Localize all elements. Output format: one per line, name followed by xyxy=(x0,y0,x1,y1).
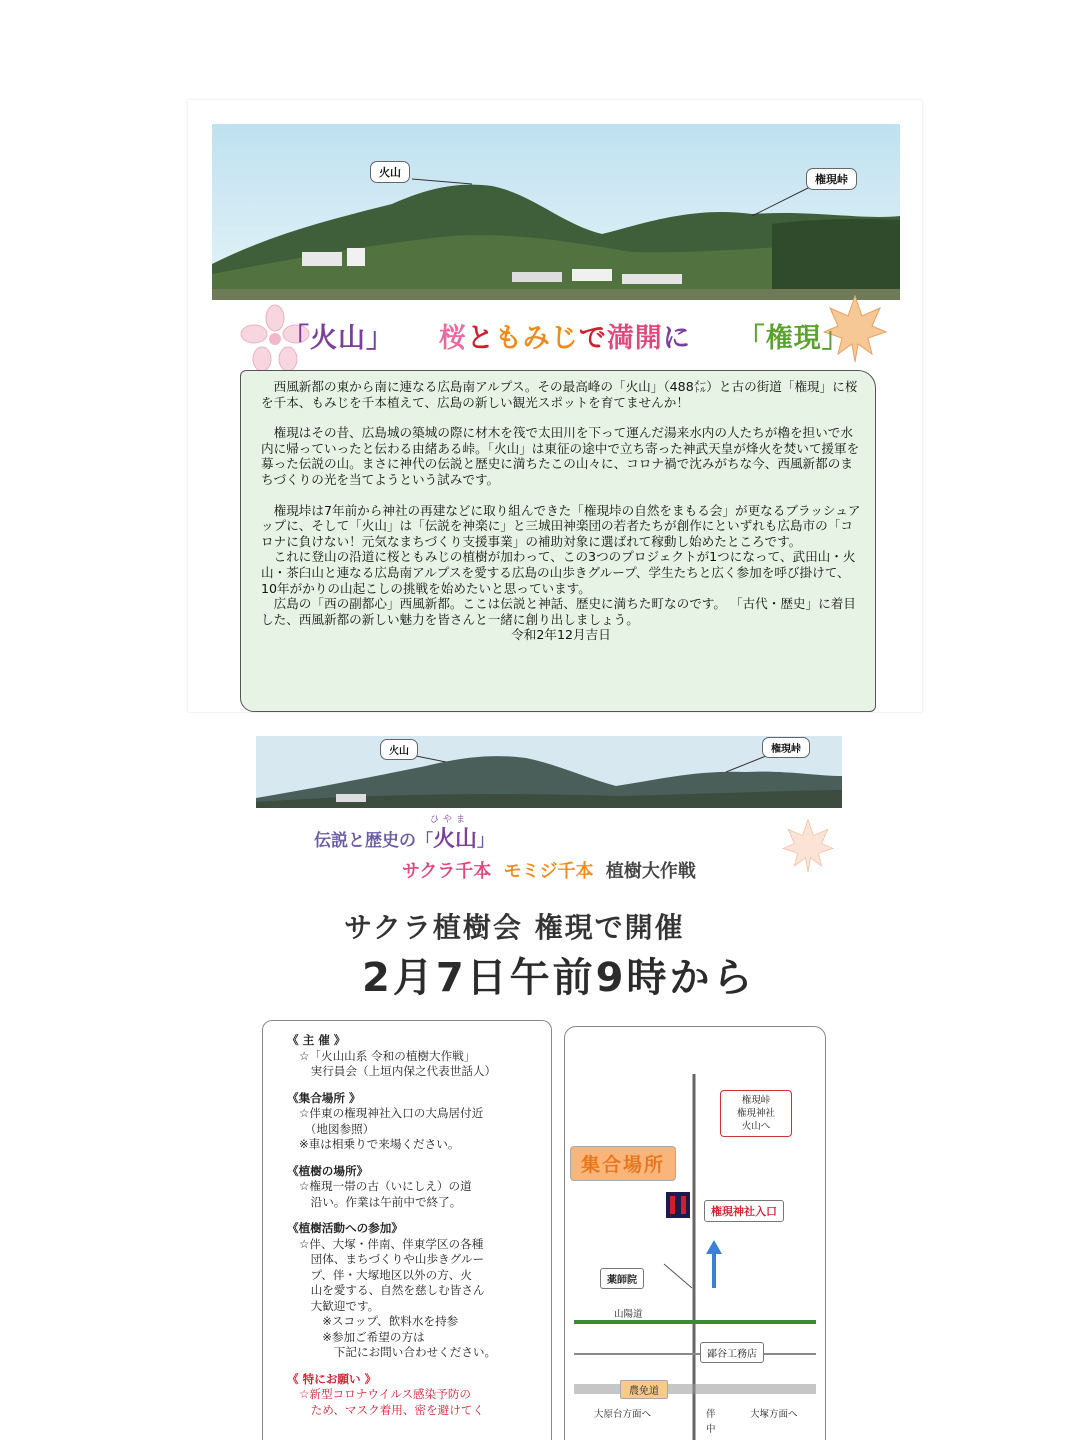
body-paragraph: 広島の「西の副都心」西風新都。ここは伝説と神話、歴史に満ちた町なのです。 「古代・歴史」に着目した、西風新都の新しい魅力を皆さんと一緒に創り出しましょう。 xyxy=(261,596,856,627)
ruby-hiyama: ひやま xyxy=(430,815,470,825)
maple-leaf-icon xyxy=(780,818,836,874)
info-body-participation: ☆伴、大塚・伴南、伴東学区の各種 団体、まちづくりや山歩きグルー プ、伴・大塚地区以外の方、火 山を愛する、自然を慈しむ皆さん 大歓迎です。 ※スコップ、飲料水を持参 ※参加ご希望の方は 下記にお問い合わせください。 xyxy=(299,1236,497,1359)
map-ban-label: 伴 xyxy=(706,1409,716,1420)
map-direction-ohara: 大原台方面へ xyxy=(594,1409,652,1420)
photo-label-gongen-pass: 権現峠 xyxy=(806,168,857,190)
info-heading-meeting-place: 《集合場所 》 xyxy=(287,1090,361,1105)
title-gongen: 「権現」 xyxy=(737,323,850,354)
body-paragraph: 権現はその昔、広島城の築城の際に材木を筏で太田川を下って運んだ湯来水内の人たちが櫓を担いで水内に帰っていったと伝わる由緒ある峠。「火山」は東征の途中で立ち寄った神武天皇が烽火を焚いて援軍を募った伝説の山。まさに神代の伝説と歴史に満ちたこの山々に、コロナ禍で沈みがちな今、西風新都のまちづくりの光を当てようという試みです。 xyxy=(261,425,860,487)
slogan-momiji: モミジ千本 xyxy=(503,861,594,882)
photo-label-kazan-2: 火山 xyxy=(380,739,418,760)
event-info-box xyxy=(262,1020,552,1440)
title-word-ni: に xyxy=(662,323,691,354)
map-direction-otsuka: 大塚方面へ xyxy=(750,1409,798,1420)
slogan-sakura: サクラ千本 xyxy=(402,861,492,882)
info-heading-organizer: 《 主 催 》 xyxy=(287,1033,346,1047)
subtitle-part: 伝説と歴史の「 xyxy=(314,831,433,851)
access-map-roads xyxy=(564,1026,826,1440)
event-heading: サクラ植樹会 権現で開催 xyxy=(344,911,685,944)
map-shop-label: 鄙谷工務店 xyxy=(700,1342,764,1363)
info-body-meeting-place: ☆伴東の権現神社入口の大鳥居付近 （地図参照） ※車は相乗りで来場ください。 xyxy=(299,1106,484,1151)
map-card-gongen-pass: 権現峠 権現神社 火山へ xyxy=(720,1090,792,1137)
title-word-mankai: 満開 xyxy=(606,323,663,354)
flyer-bottom-subtitle xyxy=(314,822,494,853)
body-paragraph: 権現垰は7年前から神社の再建などに取り組んできた「権現垰の自然をまもる会」が更なるブラッシュアップに、そして「火山」は「伝説を神楽に」と三城田神楽団の若者たちが創作にといずれも広島市の「コロナに負けない！元気なまちづくり支援事業」の補助対象に選ばれて稼動し始めたところです。 xyxy=(261,502,861,549)
map-shrine-entrance-label: 権現神社入口 xyxy=(704,1200,784,1222)
body-paragraph: これに登山の沿道に桜ともみじの植樹が加わって、この3つのプロジェクトが1つになって、武田山・火山・茶臼山と連なる広島南アルプスを愛する広島の山歩きグループ、学生たちと広く参加を呼び掛けて、10年がかりの山起こしの挑戦を始めたいと思っています。 xyxy=(261,549,856,596)
mountain-photo-top xyxy=(212,124,900,300)
info-heading-planting-site: 《植樹の場所》 xyxy=(287,1163,369,1178)
subtitle-part: 」 xyxy=(477,831,495,851)
map-yakushiin-label: 薬師院 xyxy=(600,1268,644,1289)
slogan-operation: 植樹大作戦 xyxy=(605,861,696,882)
map-naka-label: 中 xyxy=(706,1424,716,1435)
info-heading-request: 《 特にお願い 》 xyxy=(287,1371,377,1386)
info-body-planting-site: ☆権現一帯の古（いにしえ）の道 沿い。作業は午前中で終了。 xyxy=(299,1179,472,1209)
info-body-request: ☆新型コロナウイルス感染予防の ため、マスク着用、密を避けてく xyxy=(299,1387,485,1417)
photo-label-kazan: 火山 xyxy=(370,161,410,183)
photo-label-gongen-pass-2: 権現峠 xyxy=(762,737,810,758)
flyer-top-title xyxy=(282,316,850,355)
map-farm-road-label: 農免道 xyxy=(620,1380,668,1399)
flyer-bottom-slogan xyxy=(402,857,696,883)
info-body-organizer: ☆「火山山系 令和の植樹大作戦」 実行員会（上垣内保之代表世話人） xyxy=(299,1048,497,1078)
map-sanyo-expressway-label: 山陽道 xyxy=(614,1309,643,1320)
issue-date: 令和2年12月吉日 xyxy=(511,627,611,643)
title-word-sakura: 桜 xyxy=(438,323,467,354)
body-paragraph: 西風新都の東から南に連なる広島南アルプス。その最高峰の「火山」（488㍍）と古の街道「権現」に桜を千本、もみじを千本植えて、広島の新しい観光スポットを育てませんか！ xyxy=(261,379,858,410)
map-meeting-point-label: 集合場所 xyxy=(570,1146,676,1181)
info-heading-participation: 《植樹活動への参加》 xyxy=(287,1221,403,1235)
flyer-top-body-box xyxy=(240,370,876,712)
event-date-heading: 2月7日午前9時から xyxy=(362,955,756,1001)
title-word-momiji: もみじ xyxy=(494,323,579,354)
subtitle-kazan: 火山 xyxy=(433,827,478,852)
title-kazan: 「火山」 xyxy=(282,323,394,354)
mountain-photo-bottom xyxy=(256,736,842,808)
title-word-to: と xyxy=(466,323,495,354)
title-word-de: で xyxy=(578,323,607,354)
